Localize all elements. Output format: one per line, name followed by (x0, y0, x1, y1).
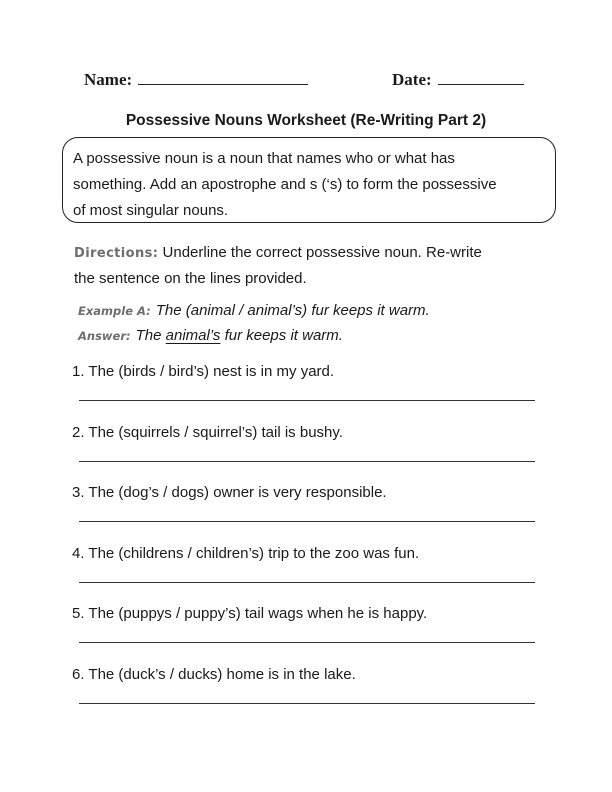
question-2: 2. The (squirrels / squirrel’s) tail is bushy. (72, 424, 343, 441)
example-a (78, 302, 430, 319)
directions (74, 240, 554, 291)
question-1: 1. The (birds / bird’s) nest is in my yard. (72, 363, 335, 380)
answer-line-5[interactable] (79, 642, 535, 643)
answer-text-after: fur keeps it warm. (220, 327, 343, 344)
date-header (392, 70, 524, 90)
question-6: 6. The (duck’s / ducks) home is in the lake. (72, 666, 356, 683)
name-blank-line[interactable] (138, 70, 308, 85)
directions-text-1: Underline the correct possessive noun. Re-write (158, 244, 482, 261)
question-3: 3. The (dog’s / dogs) owner is very responsible. (72, 484, 387, 501)
worksheet-title: Possessive Nouns Worksheet (Re-Writing Part 2) (125, 112, 487, 129)
name-header (84, 70, 308, 90)
directions-label: Directions: (74, 246, 159, 261)
definition-line-2: something. Add an apostrophe and s (‘s) to form the possessive (73, 176, 497, 193)
definition-line-3: of most singular nouns. (73, 202, 229, 219)
answer-line-4[interactable] (79, 582, 535, 583)
example-text: The (animal / animal’s) fur keeps it warm. (155, 302, 430, 319)
definition-box (62, 137, 556, 223)
example-label: Example A: (78, 304, 151, 318)
question-4: 4. The (childrens / children’s) trip to the zoo was fun. (72, 545, 420, 562)
directions-text-2: the sentence on the lines provided. (74, 270, 307, 287)
question-5: 5. The (puppys / puppy’s) tail wags when he is happy. (72, 605, 428, 622)
answer-line-1[interactable] (79, 400, 535, 401)
answer-underlined-word: animal’s (165, 327, 221, 344)
answer-line-6[interactable] (79, 703, 535, 704)
example-answer (78, 327, 343, 344)
definition-line-1: A possessive noun is a noun that names who or what has (73, 150, 455, 167)
answer-line-3[interactable] (79, 521, 535, 522)
answer-line-2[interactable] (79, 461, 535, 462)
answer-label: Answer: (78, 329, 131, 343)
date-label: Date: (392, 70, 432, 89)
answer-text-before: The (135, 327, 166, 344)
date-blank-line[interactable] (438, 70, 524, 85)
name-label: Name: (84, 70, 133, 89)
